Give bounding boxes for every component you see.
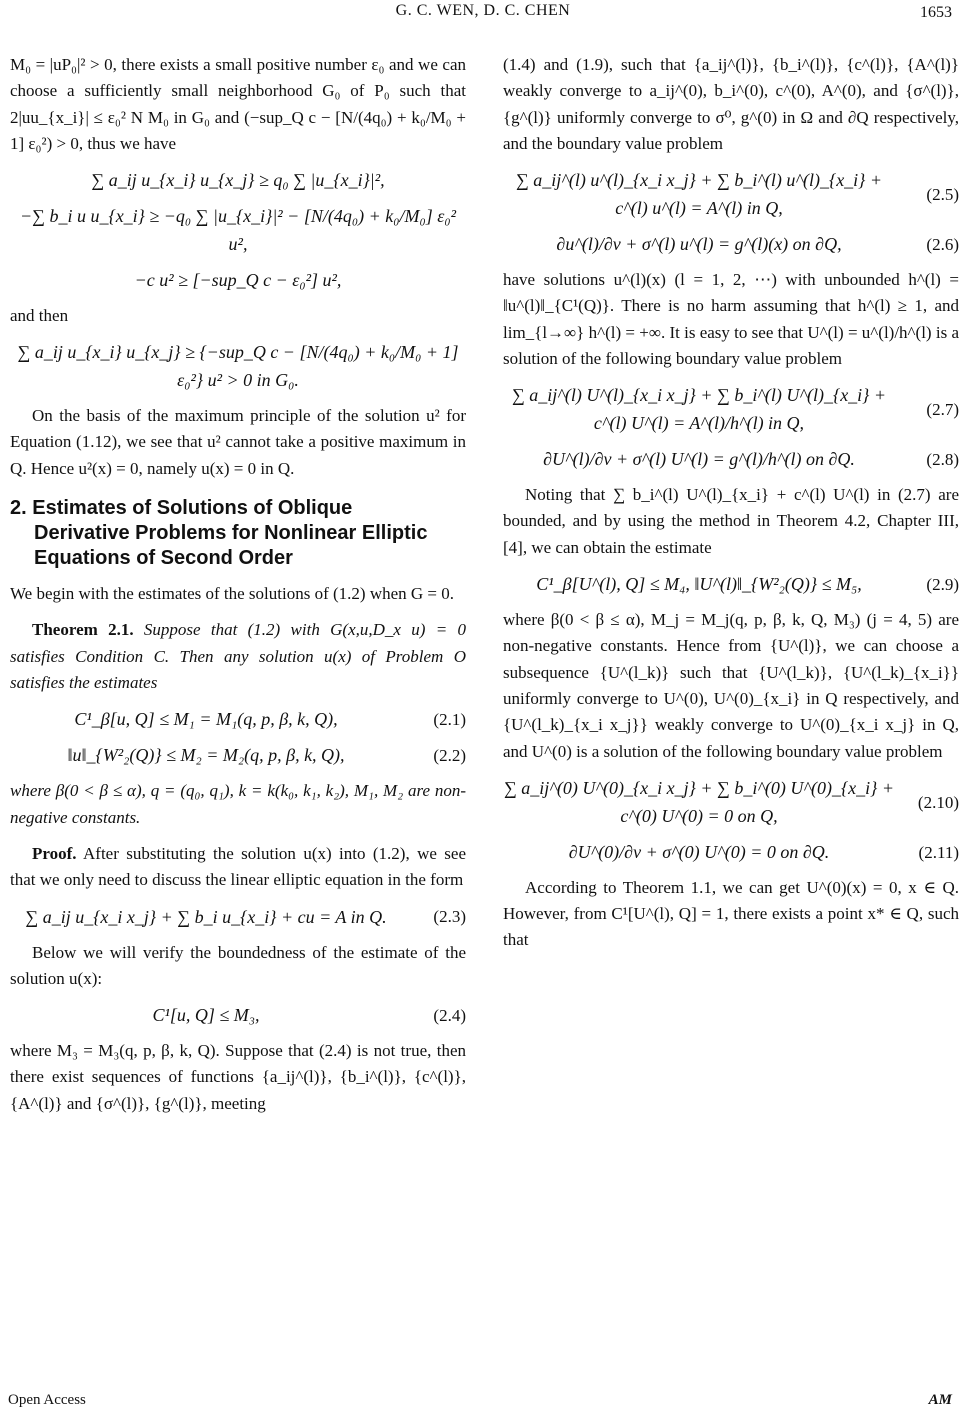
equation: [503, 839, 959, 867]
display-inequality: [10, 203, 466, 259]
paragraph: Noting that ∑ b_i^(l) U^(l)_{x_i} + c^(l) U^(l) in (2.7) are bounded, and by using the method in Theorem 4.2, Chapter III, [4], we can obtain the estimate: [503, 485, 959, 557]
paragraph: where M₃ = M₃(q, p, β, k, Q). Suppose that (2.4) is not true, then there exist sequences of functions {a_ij^(l)}, {b_i^(l)}, {c^(l)}, {A^(l)} and {σ^(l)}, {g^(l)}, meeting: [10, 1041, 466, 1113]
equation-number: (2.7): [926, 400, 959, 420]
equation: [503, 231, 959, 259]
proof-text: After substituting the solution u(x) into (1.2), we see that we only need to discuss the linear elliptic equation in the form: [10, 843, 466, 890]
theorem-text: Suppose that (1.2) with G(x,u,D_x u) = 0 satisfies Condition C. Then any solution u(x) of Problem O satisfies the estimates: [10, 620, 467, 693]
equation-number: (2.1): [433, 710, 466, 730]
section-title-line: Equations of Second Order: [34, 547, 293, 570]
page-footer: [0, 1392, 966, 1412]
section-title-line: Derivative Problems for Nonlinear Elliptic: [34, 522, 428, 545]
equation-number: (2.2): [433, 746, 466, 766]
paragraph: On the basis of the maximum principle of the solution u² for Equation (1.12), we see that u² cannot take a positive maximum in Q. Hence u²(x) = 0, namely u(x) = 0 in Q.: [10, 406, 466, 478]
proof: [10, 841, 466, 894]
section-heading: [10, 496, 466, 571]
left-column: [10, 52, 466, 1127]
math-expression: ∑ a_ij^(0) U^(0)_{x_i x_j} + ∑ b_i^(0) U^(0)_{x_i} + c^(0) U^(0) = 0 on Q,: [503, 778, 895, 826]
page-header: [0, 0, 966, 40]
equation-number: (2.9): [926, 574, 959, 594]
paragraph: have solutions u^(l)(x) (l = 1, 2, ⋯) with unbounded h^(l) = ‖u^(l)‖_{C¹(Q)}. There is no harm assuming that h^(l) ≥ 1, and lim_{l→∞} h^(l) = +∞. It is easy to see that U^(l) = u^(l)/h^(l) is a solution of the following boundary value problem: [503, 270, 959, 369]
math-expression: ∑ a_ij u_{x_i} u_{x_j} ≥ {−sup_Q c − [N/(4q₀) + k₀/M₀ + 1] ε₀²} u² > 0 in G₀.: [17, 342, 459, 391]
paragraph: We begin with the estimates of the solutions of (1.2) when G = 0.: [10, 584, 455, 604]
theorem-label: Theorem 2.1.: [32, 620, 134, 640]
equation-number: (2.11): [918, 842, 959, 862]
theorem: [10, 617, 466, 696]
equation-number: (2.8): [926, 449, 959, 469]
math-expression: ∂U^(0)/∂ν + σ^(0) U^(0) = 0 on ∂Q.: [568, 841, 830, 862]
math-expression: ∂U^(l)/∂ν + σ^(l) U^(l) = g^(l)/h^(l) on ∂Q.: [543, 449, 855, 470]
math-expression: C¹[u, Q] ≤ M₃,: [152, 1005, 260, 1026]
display-inequality: [10, 167, 466, 195]
equation-number: (2.4): [433, 1005, 466, 1025]
paragraph: M₀ = |uP₀|² > 0, there exists a small positive number ε₀ and we can choose a sufficiently small neighborhood G₀ of P₀ such that 2|uu_{x_i}| ≤ ε₀² N M₀ in G₀ and (−sup_Q c − [N/(4q₀) + k₀/M₀ + 1] ε₀²) > 0, thus we have: [10, 55, 466, 154]
math-expression: ∑ a_ij u_{x_i} u_{x_j} ≥ q₀ ∑ |u_{x_i}|²,: [91, 170, 385, 191]
equation: [503, 382, 959, 438]
equation: [10, 1002, 466, 1030]
equation: [10, 742, 466, 770]
math-expression: −c u² ≥ [−sup_Q c − ε₀²] u²,: [134, 270, 342, 291]
footer-journal-abbrev: AM: [928, 1392, 952, 1408]
display-inequality: [10, 339, 466, 395]
running-head-authors: G. C. WEN, D. C. CHEN: [395, 2, 571, 19]
paragraph: and then: [10, 305, 69, 325]
page-number: 1653: [920, 4, 952, 21]
paragraph: where β(0 < β ≤ α), q = (q₀, q₁), k = k(k₀, k₁, k₂), M₁, M₂ are non-negative constants.: [10, 781, 466, 827]
paragraph: (1.4) and (1.9), such that {a_ij^(l)}, {b_i^(l)}, {c^(l)}, {A^(l)} weakly converge to a_ij^(0), b_i^(0), c^(0), A^(0), and {σ^(l)}, {g^(l)} uniformly converge to σ⁰, g^(0) in Ω and ∂Q respectively, and the boundary value problem: [503, 55, 959, 154]
right-column: [503, 52, 959, 964]
math-expression: ‖u‖_{W²₂(Q)} ≤ M₂ = M₂(q, p, β, k, Q),: [67, 745, 345, 766]
equation: [503, 167, 959, 223]
paragraph: where β(0 < β ≤ α), M_j = M_j(q, p, β, k, Q, M₃) (j = 4, 5) are non-negative constants. Hence from {U^(l)}, we can choose a subsequence {U^(l_k)} such that {U^(l_k)}, {U^(l_k)_{x_i}} uniformly converge to U^(0), U^(0)_{x_i} in Q respectively, and {U^(l_k)_{x_i x_j}} weakly converge to U^(0)_{x_i x_j} in Q, and U^(0) is a solution of the following boundary value problem: [503, 610, 959, 761]
equation-number: (2.6): [926, 234, 959, 254]
equation: [503, 775, 959, 831]
math-expression: ∂u^(l)/∂ν + σ^(l) u^(l) = g^(l)(x) on ∂Q,: [556, 234, 842, 255]
math-expression: C¹_β[u, Q] ≤ M₁ = M₁(q, p, β, k, Q),: [74, 709, 338, 730]
paragraph: Below we will verify the boundedness of the estimate of the solution u(x):: [10, 942, 466, 988]
math-expression: C¹_β[U^(l), Q] ≤ M₄, ‖U^(l)‖_{W²₂(Q)} ≤ M₅,: [536, 574, 862, 595]
equation: [503, 446, 959, 474]
section-title-line: Estimates of Solutions of Oblique: [32, 497, 353, 520]
equation: [10, 904, 466, 932]
math-expression: −∑ b_i u u_{x_i} ≥ −q₀ ∑ |u_{x_i}|² − [N/(4q₀) + k₀/M₀] ε₀² u²,: [20, 206, 456, 255]
equation: [503, 571, 959, 599]
equation-number: (2.5): [926, 185, 959, 205]
proof-label: Proof.: [32, 843, 77, 863]
display-inequality: [10, 267, 466, 295]
footer-open-access: Open Access: [8, 1392, 86, 1408]
section-number: 2.: [10, 497, 27, 520]
equation-number: (2.10): [917, 792, 959, 812]
paragraph: According to Theorem 1.1, we can get U^(0)(x) = 0, x ∈ Q. However, from C¹[U^(l), Q] = 1, there exists a point x* ∈ Q, such that: [503, 877, 959, 950]
math-expression: ∑ a_ij^(l) u^(l)_{x_i x_j} + ∑ b_i^(l) u^(l)_{x_i} + c^(l) u^(l) = A^(l) in Q,: [515, 170, 883, 219]
math-expression: ∑ a_ij^(l) U^(l)_{x_i x_j} + ∑ b_i^(l) U^(l)_{x_i} + c^(l) U^(l) = A^(l)/h^(l) in Q,: [511, 385, 887, 434]
math-expression: ∑ a_ij u_{x_i x_j} + ∑ b_i u_{x_i} + cu = A in Q.: [25, 906, 387, 927]
equation-number: (2.3): [433, 907, 466, 927]
equation: [10, 706, 466, 734]
